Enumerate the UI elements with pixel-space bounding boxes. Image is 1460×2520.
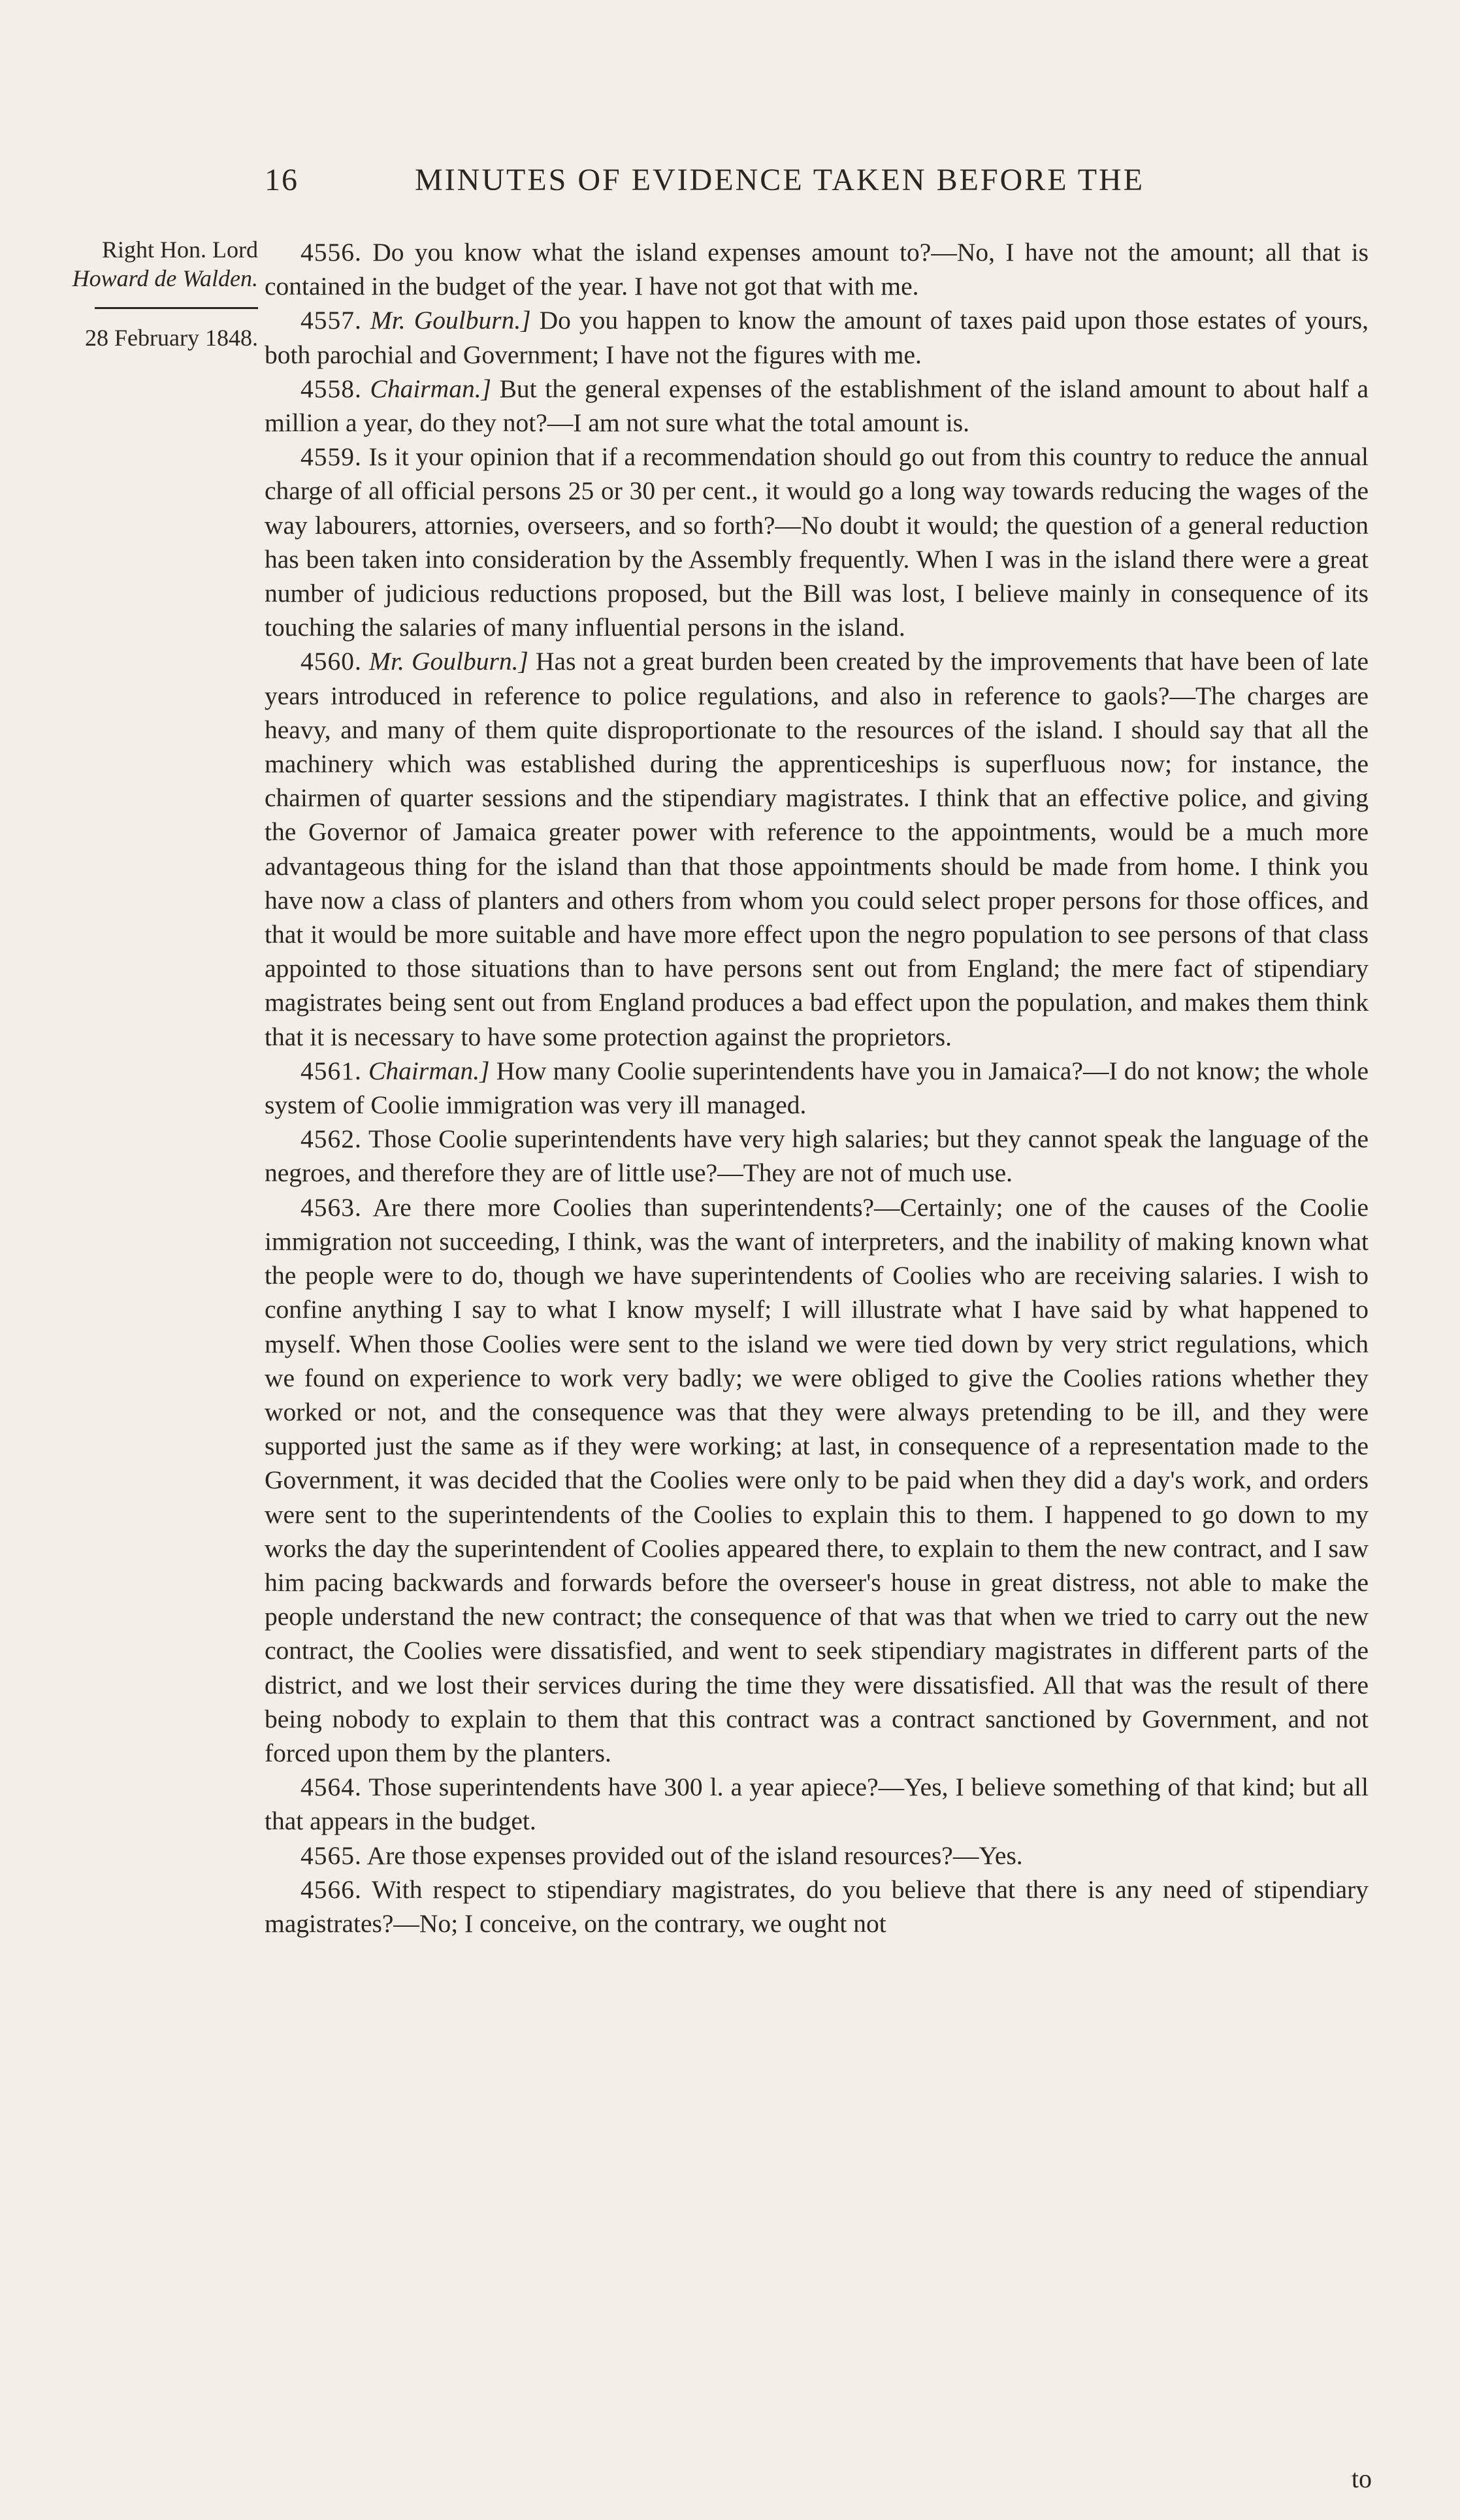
question-text: Are there more Coolies than superintendents?—Certainly; one of the causes of the Coolie immigration not succeeding, I think, was the want of interpreters, and the inability of making known what the people were to do, though we have superintendents of Coolies who are receiving salaries. I wish to confine anything I say to what I know myself; I will illustrate what I have said by what happened to myself. When those Coolies were sent to the island we were tied down by very strict regulations, which we found on experience to work very badly; we were obliged to give the Coolies rations whether they worked or not, and the consequence was that they were always pretending to be ill, and they were supported just the same as if they were working; at last, in consequence of a representation made to the Government, it was decided that the Coolies were only to be paid when they did a day's work, and orders were sent to the superintendents of the Coolies to explain this to them. I happened to go down to my works the day the superintendent of Coolies appeared there, to explain to them the new contract, and I saw him pacing backwards and forwards before the overseer's house in great distress, not able to make the people understand the new contract; the consequence of that was that when we tried to carry out the new contract, the Coolies were dissatisfied, and went to seek stipendiary magistrates in different parts of the district, and we lost their services during the time they were dissatisfied. All that was the result of there being nobody to explain to them that this contract was a contract sanctioned by Government, and not forced upon them by the planters. — [265, 1192, 1369, 1767]
question-paragraph — [265, 1873, 1369, 1940]
question-paragraph — [265, 372, 1369, 440]
question-paragraph — [265, 235, 1369, 303]
witness-name: Howard de Walden. — [72, 265, 258, 291]
speaker-label: Chairman.] — [370, 374, 491, 403]
question-number: 4556. — [300, 238, 362, 267]
question-number: 4565. — [300, 1841, 362, 1870]
question-paragraph — [265, 1839, 1369, 1873]
question-number: 4560. — [300, 647, 362, 676]
margin-note — [36, 235, 258, 352]
question-paragraph — [265, 1190, 1369, 1770]
question-text: With respect to stipendiary magistrates, do you believe that there is any need of stipendiary magistrates?—No; I conceive, on the contrary, we ought not — [265, 1874, 1369, 1938]
question-number: 4558. — [300, 374, 362, 403]
question-text: But the general expenses of the establishment of the island amount to about half a million a year, do they not?—I am not sure what the total amount is. — [265, 374, 1369, 438]
question-number: 4561. — [300, 1056, 362, 1085]
evidence-body — [265, 235, 1369, 1940]
question-paragraph — [265, 1054, 1369, 1122]
question-text: Do you happen to know the amount of taxes paid upon those estates of yours, both parochial and Government; I have not the figures with me. — [265, 306, 1369, 369]
question-text: Those Coolie superintendents have very high salaries; but they cannot speak the language of the negroes, and therefore they are of little use?—They are not of much use. — [265, 1124, 1369, 1188]
question-number: 4566. — [300, 1874, 362, 1904]
catchword: to — [1351, 2464, 1372, 2493]
speaker-label: Mr. Goulburn.] — [369, 647, 528, 676]
question-text: Are those expenses provided out of the island resources?—Yes. — [366, 1841, 1023, 1870]
speaker-label: Mr. Goulburn.] — [370, 306, 531, 335]
margin-divider — [95, 307, 258, 309]
question-text: Those superintendents have 300 l. a year apiece?—Yes, I believe something of that kind; but all that appears in the budget. — [265, 1773, 1369, 1836]
witness-date: 28 February 1848. — [85, 325, 258, 351]
running-title: MINUTES OF EVIDENCE TAKEN BEFORE THE — [415, 163, 1145, 197]
question-paragraph — [265, 440, 1369, 644]
question-text: How many Coolie superintendents have you in Jamaica?—I do not know; the whole system of Coolie immigration was very ill managed. — [265, 1056, 1369, 1120]
question-text: Is it your opinion that if a recommendation should go out from this country to reduce the annual charge of all official persons 25 or 30 per cent., it would go a long way towards reducing the wages of the way labourers, attornies, overseers, and so forth?—No doubt it would; the question of a general reduction has been taken into consideration by the Assembly frequently. When I was in the island there were a great number of judicious reductions proposed, but the Bill was lost, I believe mainly in consequence of its touching the salaries of many influential persons in the island. — [265, 442, 1369, 642]
question-number: 4557. — [300, 306, 362, 335]
question-text: Has not a great burden been created by the improvements that have been of late years introduced in reference to police regulations, and also in reference to gaols?—The charges are heavy, and many of them quite disproportionate to the resources of the island. I should say that all the machinery which was established during the apprenticeships is superfluous now; for instance, the chairmen of quarter sessions and the stipendiary magistrates. I think that an effective police, and giving the Governor of Jamaica greater power with reference to the appointments, would be a much more advantageous thing for the island than that those appointments should be made from home. I think you have now a class of planters and others from whom you could select proper persons for those offices, and that it would be more suitable and have more effect upon the negro population to see persons of that class appointed to those situations than to have persons sent out from England; the mere fact of stipendiary magistrates being sent out from England produces a bad effect upon the population, and makes them think that it is necessary to have some protection against the proprietors. — [265, 647, 1369, 1051]
witness-title: Right Hon. Lord — [102, 237, 258, 263]
page-number: 16 — [265, 163, 299, 197]
question-paragraph — [265, 644, 1369, 1053]
question-paragraph — [265, 1770, 1369, 1838]
question-paragraph — [265, 303, 1369, 371]
question-number: 4562. — [300, 1124, 362, 1154]
question-number: 4563. — [300, 1192, 362, 1222]
question-text: Do you know what the island expenses amount to?—No, I have not the amount; all that is contained in the budget of the year. I have not got that with me. — [265, 238, 1369, 301]
question-number: 4564. — [300, 1773, 362, 1802]
question-paragraph — [265, 1122, 1369, 1190]
question-number: 4559. — [300, 442, 362, 472]
speaker-label: Chairman.] — [368, 1056, 490, 1085]
